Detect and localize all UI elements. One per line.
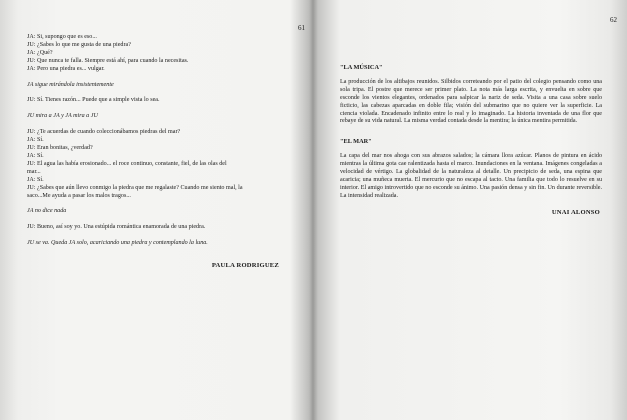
- dialogue-line: JA: Sí.: [27, 176, 44, 183]
- prose-column: [340, 64, 602, 217]
- line-spacer: [27, 74, 289, 82]
- dialogue-line: JA: Si, supongo que es eso...: [27, 34, 97, 40]
- stage-direction: JA sigue mirándola insistentemente: [27, 81, 114, 88]
- section-paragraph: La capa del mar nos ahoga con sus abrazos salados; la cámara llora azúcar. Planos de pintura en ácido mientras la última gota cae ralentizada hasta el marco. Inundaciones en la ventana. Imágenes congeladas a velocidad de vértigo. La globalidad de la naturaleza al detalle. Un precipicio de seda, una espina que acaricia; una muñeca muerta. El mercurio que no escapa al tacto. Una familia que todo lo resuelve en su interior. El amigo introvertido que no esconde su ánimo. Una pasión densa y sin fin. Un durante reversible. La intensidad realizada.: [340, 153, 602, 199]
- line-spacer: [27, 200, 289, 208]
- section-paragraph: La producción de los altibajos reunidos. Silbidos correteando por el patio del colegio pensando como una sola tripa. El postre que merece ser primer plato. La nota más larga escrita, y envuelta en sobre que esconde los vientos elegantes, ordenados para salpicar la nariz de seda. Visita a una casa sobre suelo ficticio, las cabezas aparcadas en doble fila; visión del submarino que no quiere ver la superficie. La ciencia violada. Encadenado infinito entre lo real y lo imaginado. La historia inventada de una flor que rebaye de su vida natural. La misma verdad contada desde la mentira; la única mentira permitida.: [340, 78, 602, 125]
- dialogue-line: JU: Bueno, así soy yo. Una estúpida romántica enamorada de una piedra.: [27, 224, 206, 231]
- line-spacer: [27, 89, 289, 97]
- dialogue-line: JA: ¿Qué?: [27, 49, 53, 56]
- page-number: 62: [610, 16, 617, 24]
- line-spacer: [27, 232, 289, 240]
- author-signature: UNAI ALONSO: [551, 208, 600, 216]
- section-heading: "EL MAR": [340, 138, 372, 146]
- right-page: [314, 0, 627, 420]
- stage-direction: JU se va. Queda JA solo, acariciando una piedra y contemplando la luna.: [27, 240, 208, 247]
- line-spacer: [27, 216, 289, 224]
- section-el-mar: [340, 138, 602, 200]
- stage-direction: JU mira a JA y JA mira a JU: [27, 113, 98, 120]
- dialogue-line: JA: Sí.: [27, 137, 44, 144]
- dialogue-line: JA: Sí.: [27, 152, 44, 159]
- dialogue-line: JU: Que nunca te falla. Siempre está ahí, para cuando la necesitas.: [27, 57, 189, 64]
- dialogue-line: JU: Sí. Tienes razón... Puede que a simple vista lo sea.: [27, 97, 160, 104]
- stage-direction: JA no dice nada: [27, 208, 67, 215]
- dialogue-column: [27, 34, 289, 270]
- author-signature: PAULA RODRIGUEZ: [211, 262, 279, 270]
- section-heading: "LA MÚSICA": [340, 64, 383, 71]
- line-spacer: [27, 105, 289, 113]
- dialogue-line: JU: ¿Sabes que aún llevo conmigo la piedra que me regalaste? Cuando me siento mal, la: [27, 184, 243, 191]
- dialogue-line: JU: El agua las había erosionado... el roce continuo, constante, fiel, de las olas del: [27, 160, 227, 167]
- section-la-musica: [340, 64, 602, 126]
- dialogue-line: JU: ¿Te acuerdas de cuando coleccionábamos piedras del mar?: [27, 129, 181, 136]
- left-page: [0, 0, 312, 420]
- dialogue-line: JU: Eran bonitas, ¿verdad?: [27, 145, 93, 152]
- dialogue-line: saco...Me ayuda a pasar los malos tragos...: [27, 192, 131, 199]
- dialogue-lines: [27, 34, 289, 248]
- dialogue-line: JA: Pero una piedra es... vulgar.: [27, 65, 105, 72]
- line-spacer: [27, 121, 289, 129]
- dialogue-line: mar...: [27, 168, 41, 175]
- page-number: 61: [298, 24, 305, 32]
- dialogue-line: JU: ¿Sabes lo que me gusta de una piedra?: [27, 41, 131, 48]
